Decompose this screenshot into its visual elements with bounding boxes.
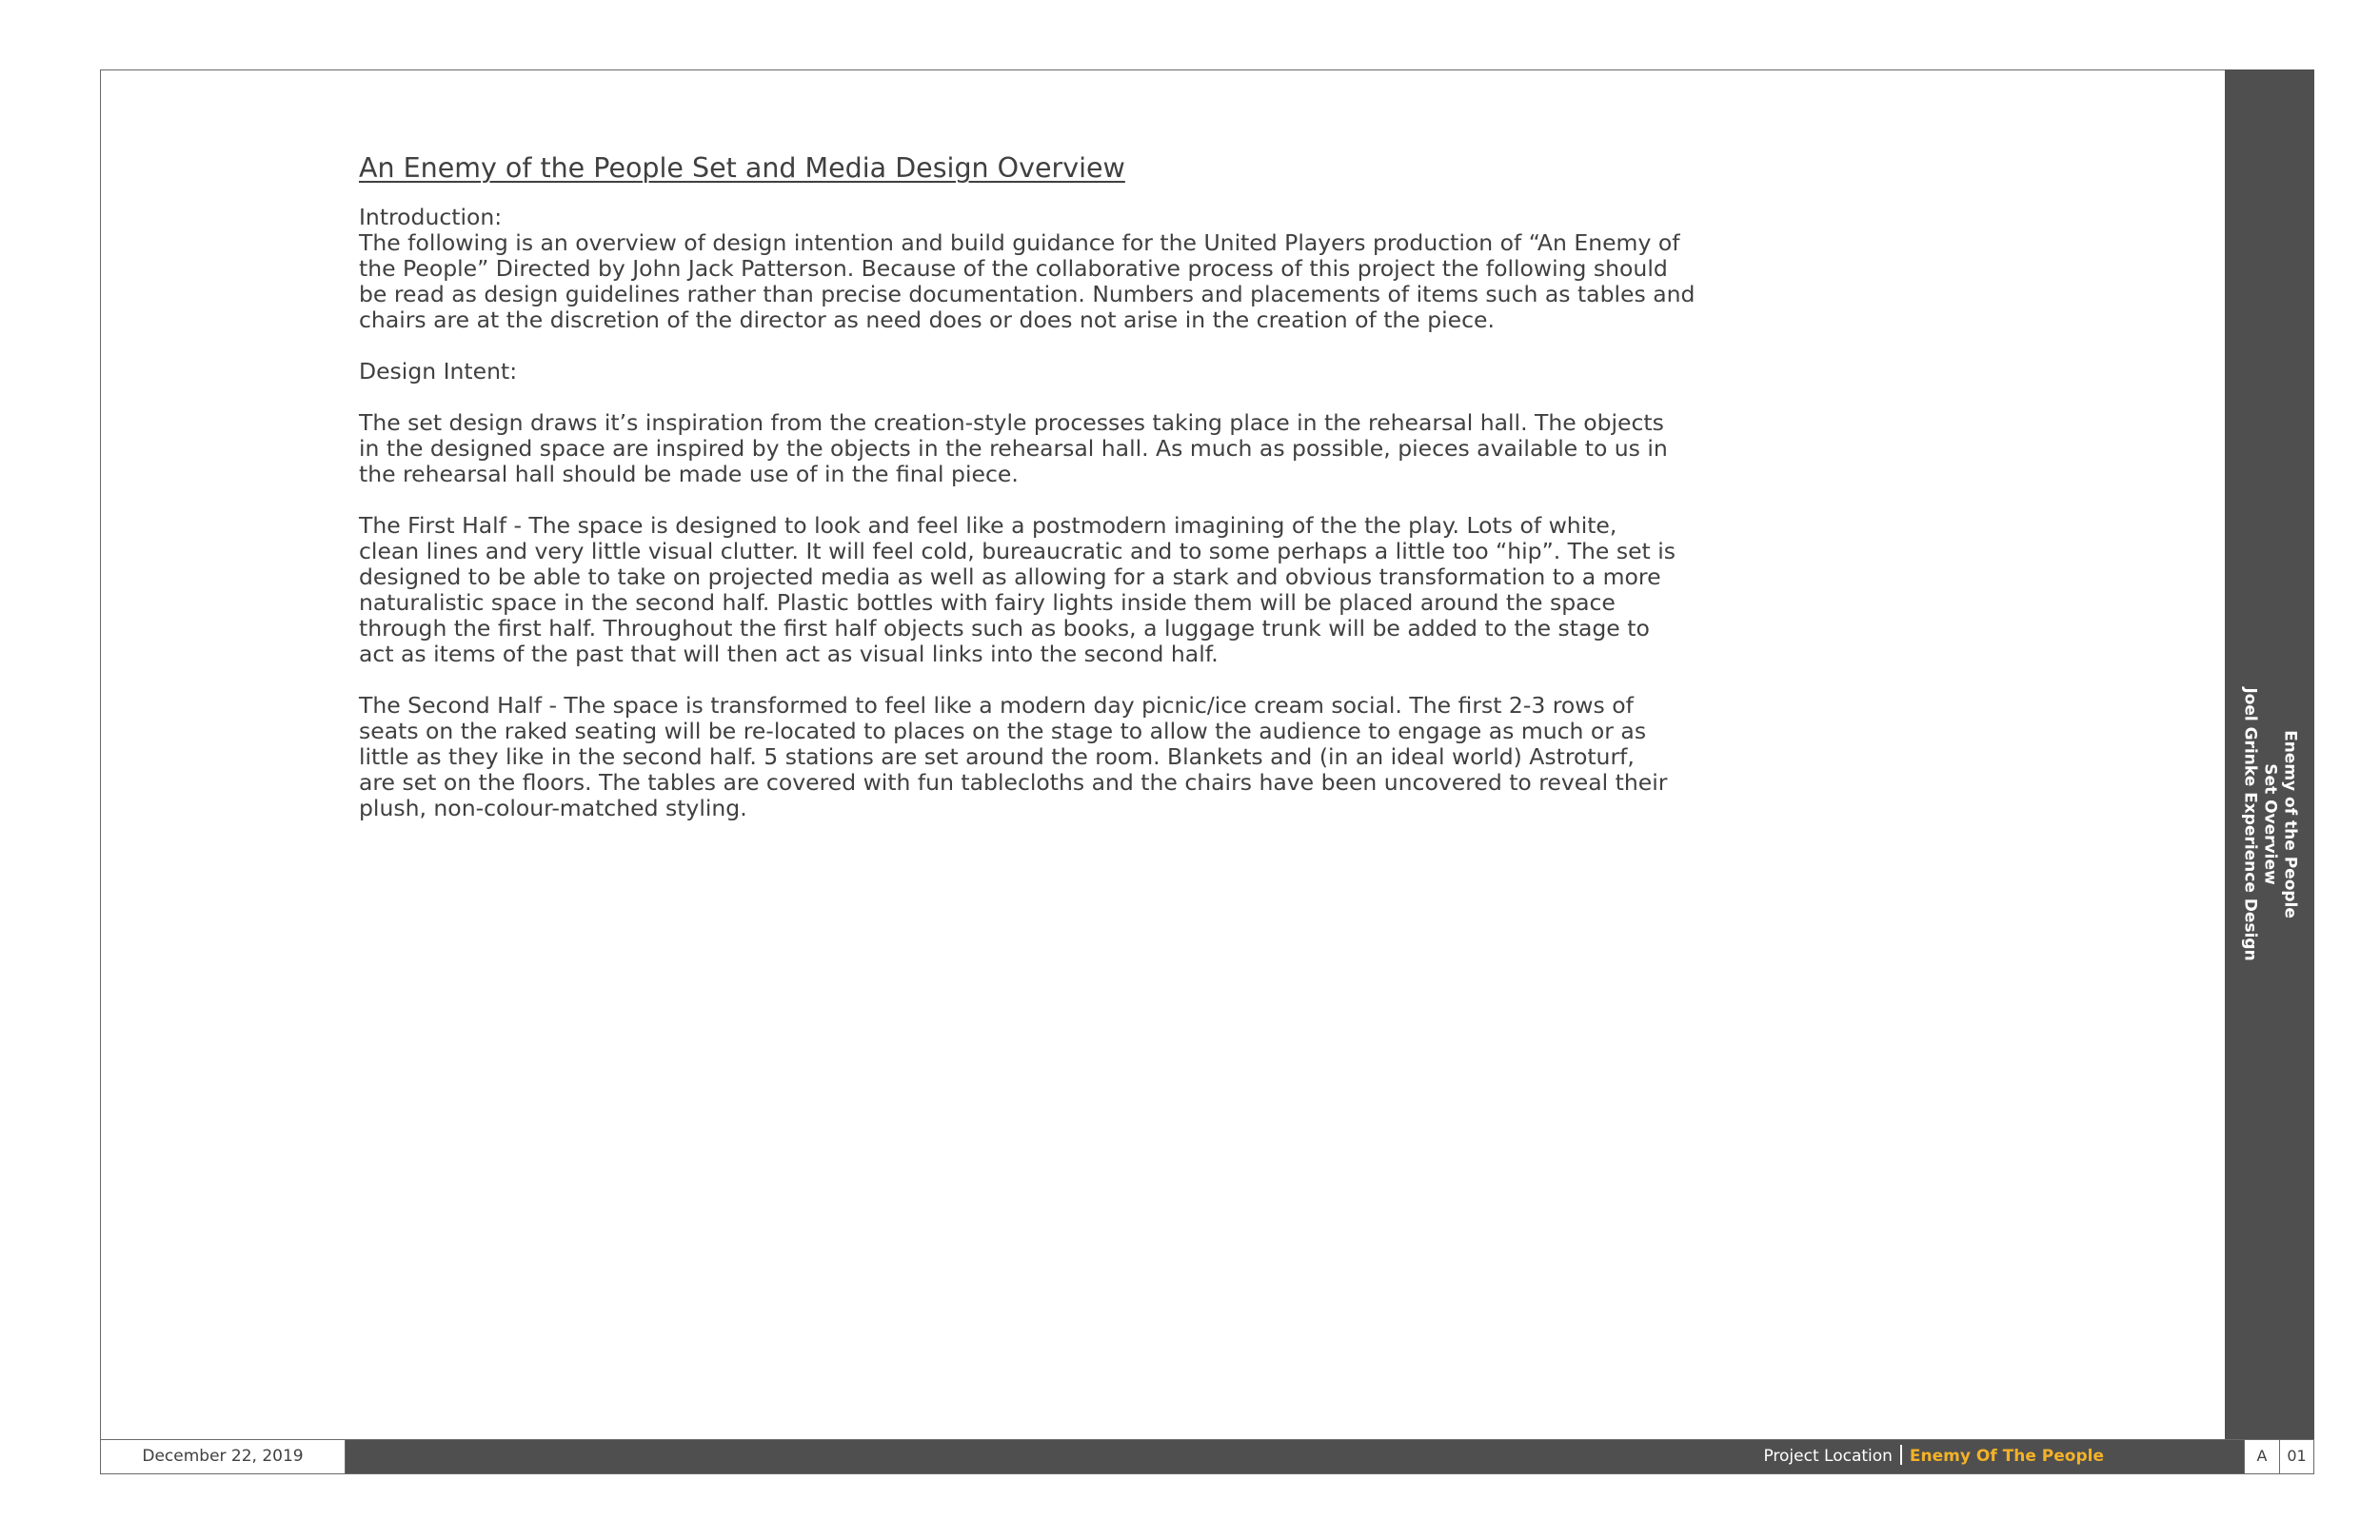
sheet-title: Set Overview bbox=[2260, 763, 2280, 885]
second-half-paragraph bbox=[359, 693, 1673, 821]
paragraph-line: The Second Half - The space is transformed to feel like a modern day picnic/ice cream social. The first 2-3 rows of bbox=[359, 692, 1634, 719]
revision-box: A bbox=[2244, 1440, 2279, 1473]
paragraph-line: through the first half. Throughout the first half objects such as books, a luggage trunk will be added to the stage to bbox=[359, 615, 1650, 642]
location-separator bbox=[1900, 1445, 1902, 1465]
paragraph-line: The following is an overview of design intention and build guidance for the United Players production of “An Enemy of bbox=[359, 229, 1680, 256]
paragraph-line: naturalistic space in the second half. Plastic bottles with fairy lights inside them will be placed around the space bbox=[359, 589, 1616, 616]
introduction-section bbox=[359, 204, 1696, 333]
paragraph-line: the rehearsal hall should be made use of in the final piece. bbox=[359, 461, 1019, 487]
paragraph-line: plush, non-colour-matched styling. bbox=[359, 795, 747, 821]
paragraph-line: chairs are at the discretion of the director as need does or does not arise in the creation of the piece. bbox=[359, 306, 1495, 333]
sheet-number-box: 01 bbox=[2279, 1440, 2313, 1473]
first-half-paragraph bbox=[359, 512, 1676, 667]
paragraph-line: designed to be able to take on projected media as well as allowing for a stark and obvious transformation to a more bbox=[359, 563, 1661, 590]
paragraph-line: clean lines and very little visual clutter. It will feel cold, bureaucratic and to some perhaps a little too “hip”. The set is bbox=[359, 538, 1676, 564]
paragraph-line: the People” Directed by John Jack Patterson. Because of the collaborative process of this project the following should bbox=[359, 255, 1668, 282]
project-location bbox=[1763, 1440, 2104, 1473]
designer-name: Joel Grinke Experience Design bbox=[2240, 687, 2260, 961]
location-label: Project Location bbox=[1763, 1447, 1893, 1466]
project-name: Enemy of the People bbox=[2280, 730, 2300, 918]
paragraph-line: be read as design guidelines rather than precise documentation. Numbers and placements of items such as tables and bbox=[359, 281, 1696, 307]
title-block-sidebar bbox=[2225, 69, 2314, 1439]
document-body bbox=[359, 152, 1696, 847]
design-intent-heading bbox=[359, 359, 1673, 385]
footer-bar bbox=[100, 1439, 2314, 1474]
paragraph-line: in the designed space are inspired by the objects in the rehearsal hall. As much as possible, pieces available to us in bbox=[359, 435, 1668, 462]
title-block-text bbox=[2240, 687, 2300, 960]
paragraph-line: The First Half - The space is designed to look and feel like a postmodern imagining of the the play. Lots of white, bbox=[359, 512, 1617, 539]
location-name: Enemy Of The People bbox=[1909, 1447, 2104, 1466]
paragraph-line: seats on the raked seating will be re-located to places on the stage to allow the audience to engage as much or as bbox=[359, 718, 1647, 744]
paragraph-line: little as they like in the second half. 5 stations are set around the room. Blankets and (in an ideal world) Astroturf, bbox=[359, 743, 1635, 770]
paragraph-line: act as items of the past that will then act as visual links into the second half. bbox=[359, 641, 1219, 667]
document-title: An Enemy of the People Set and Media Design Overview bbox=[359, 152, 1125, 184]
paragraph-line: Introduction: bbox=[359, 204, 503, 230]
issue-date: December 22, 2019 bbox=[101, 1440, 346, 1473]
design-intent-paragraph bbox=[359, 410, 1673, 487]
paragraph-line: are set on the floors. The tables are covered with fun tablecloths and the chairs have been uncovered to reveal their bbox=[359, 769, 1668, 796]
paragraph-line: The set design draws it’s inspiration from the creation-style processes taking place in the rehearsal hall. The objects bbox=[359, 409, 1664, 436]
section-heading: Design Intent: bbox=[359, 358, 518, 385]
